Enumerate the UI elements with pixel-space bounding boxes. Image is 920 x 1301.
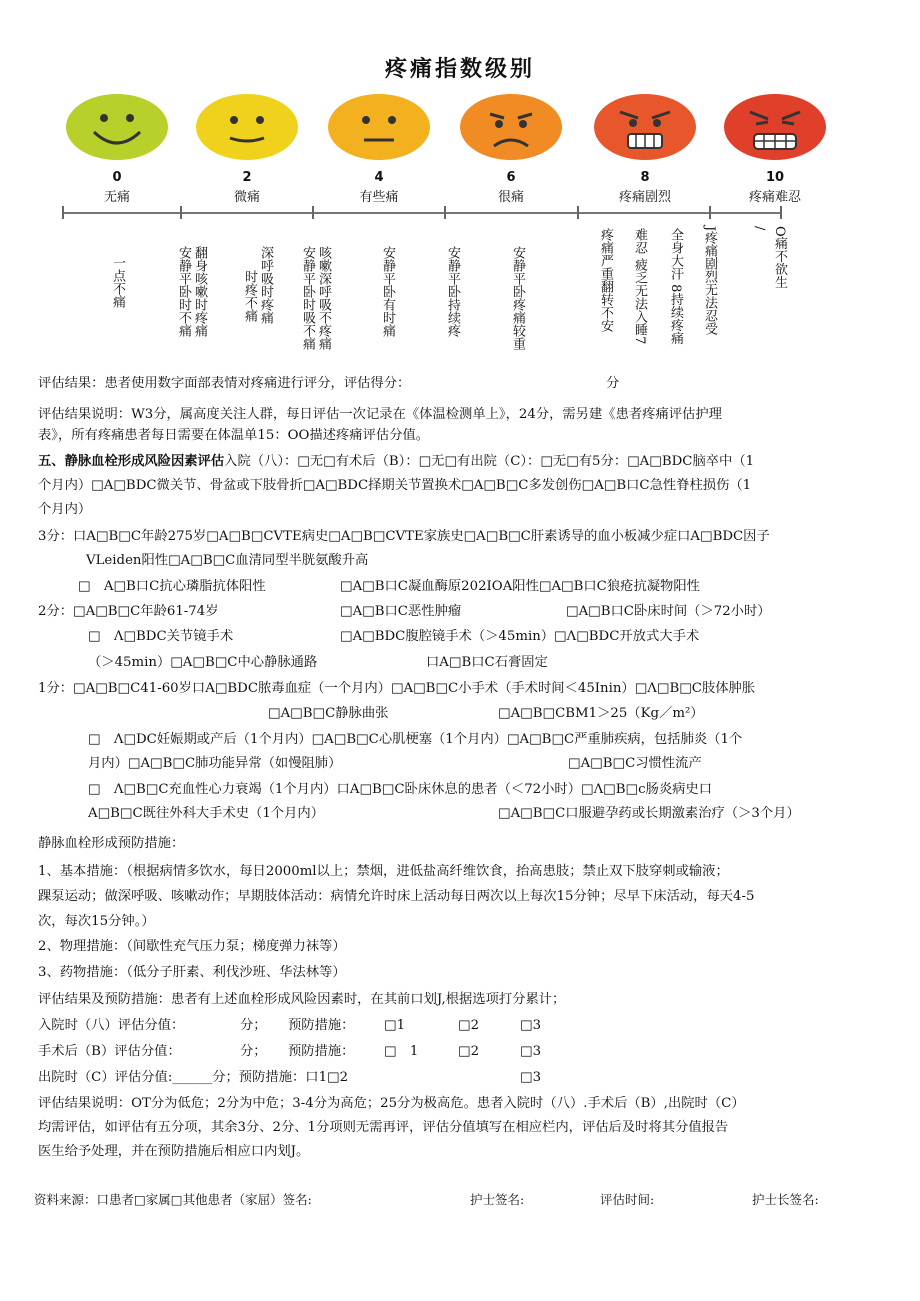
score2-line: 2分：□A□B□C年龄61-74岁 bbox=[38, 604, 219, 619]
axis-tick bbox=[709, 206, 711, 219]
face-2-label: 微痛 bbox=[233, 190, 260, 205]
admit-score-label: 入院时（八）评估分值： bbox=[38, 1018, 185, 1033]
score1-line: A□B□C既往外科大手术史（1个月内） bbox=[88, 806, 324, 821]
pain-descriptor: 深呼吸时疼痛 bbox=[258, 246, 273, 324]
face-10-number: 10 bbox=[765, 170, 785, 185]
footer-head-nurse-signature: 护士长签名: bbox=[752, 1192, 819, 1207]
face-0-number: 0 bbox=[112, 170, 122, 185]
drug-measures: 3、药物措施：（低分子肝素、利伐沙班、华法林等） bbox=[38, 965, 346, 980]
score2-line: 口A□B口C石膏固定 bbox=[426, 655, 548, 670]
score1-line: □ Λ□B□C充血性心力衰竭（1个月内）口A□B□C卧床休息的患者（＜72小时）□Λ□B□c肠炎病史口 bbox=[88, 782, 713, 797]
score1-line: 月内）□A□B□C肺功能异常（如慢阻肺） bbox=[88, 756, 342, 771]
face-6-icon bbox=[458, 92, 564, 162]
assess-unit: 分 bbox=[606, 376, 620, 391]
basic-measures: 次，每次15分钟。） bbox=[38, 914, 155, 929]
pain-descriptor: 疼痛严重翻转不安 bbox=[598, 228, 613, 332]
score1-line: □A□B□CBM1＞25（Kg／m²） bbox=[498, 706, 704, 721]
admit-option-3-checkbox[interactable]: □3 bbox=[520, 1018, 542, 1033]
score1-line: □ Λ□DC妊娠期或产后（1个月内）□A□B□C心肌梗塞（1个月内）□A□B□C严重肺疾病，包括肺炎（1个 bbox=[88, 732, 743, 747]
score2-line: （＞45min）□A□B□C中心静脉通路 bbox=[88, 655, 318, 670]
pain-descriptor: 难忍 疲乏无法入睡7 bbox=[632, 228, 647, 345]
footer-eval-time: 评估时间: bbox=[600, 1192, 655, 1207]
final-note: 评估结果说明：OT分为低危；2分为中危；3-4分为高危；25分为极高危。患者入院时（八）.手术后（B）,出院时（C） bbox=[38, 1096, 745, 1111]
section5-text: 个月内） bbox=[38, 502, 92, 517]
admit-score-unit: 分； bbox=[240, 1018, 267, 1033]
face-6-label: 很痛 bbox=[497, 190, 524, 205]
discharge-option-3-checkbox[interactable]: □3 bbox=[520, 1070, 542, 1085]
face-2-number: 2 bbox=[242, 170, 252, 185]
face-6-number: 6 bbox=[506, 170, 516, 185]
face-10-icon bbox=[722, 92, 828, 162]
score3-line: VLeiden阳性□A□B□C血清同型半胱氨酸升高 bbox=[86, 553, 369, 568]
section5-text: 个月内）□A□BDC微关节、骨盆或下肢骨折□A□BDC择期关节置换术□A□B□C多发创伤□A□B口C急性脊柱损伤（1 bbox=[38, 478, 752, 493]
axis-tick bbox=[577, 206, 579, 219]
face-10-label: 疼痛难忍 bbox=[748, 190, 801, 205]
final-note: 均需评估，如评估有五分项，其余3分、2分、1分项则无需再评，评估分值填写在相应栏内，评估后及时将其分值报告 bbox=[38, 1120, 729, 1135]
section5-title: 五、静脉血栓形成风险因素评估 bbox=[38, 454, 225, 469]
section5-text: 入院（八）：□无□有术后（B）：□无□有出院（C）：□无□有5分：□A□BDC脑卒中（1 bbox=[224, 454, 755, 469]
score3-line: □A□B口C凝血酶原202IOA阳性□A□B口C狼疮抗凝物阳性 bbox=[340, 579, 700, 594]
final-note: 医生给予处理，并在预防措施后相应口内划J。 bbox=[38, 1144, 310, 1159]
face-8-icon bbox=[592, 92, 698, 162]
axis-tick bbox=[444, 206, 446, 219]
score3-line: □ A□B口C抗心璘脂抗体阳性 bbox=[78, 579, 266, 594]
assess-note: 表》，所有疼痛患者每日需要在体温单15：OO描述疼痛评估分值。 bbox=[38, 428, 430, 443]
score1-line: □A□B□C习惯性流产 bbox=[568, 756, 702, 771]
face-4-icon bbox=[326, 92, 432, 162]
pain-descriptor: 翻身咳嗽时疼痛 bbox=[192, 246, 207, 337]
face-4-label: 有些痛 bbox=[359, 190, 399, 205]
pain-scale-title: 疼痛指数级别 bbox=[384, 57, 535, 82]
assess-note: 评估结果说明：W3分，属高度关注人群，每日评估一次记录在《体温检测单上》，24分，需另建《患者疼痛评估护理 bbox=[38, 407, 722, 422]
post-option-3-checkbox[interactable]: □3 bbox=[520, 1044, 542, 1059]
prevent-method: 评估结果及预防措施：患者有上述血栓形成风险因素时，在其前口划J,根据选项打分累计； bbox=[38, 992, 566, 1007]
pain-descriptor: 安静平卧时不痛 bbox=[176, 246, 191, 337]
score1-line: □A□B□C口服避孕药或长期激素治疗（＞3个月） bbox=[498, 806, 800, 821]
face-2-icon bbox=[194, 92, 300, 162]
face-4-number: 4 bbox=[374, 170, 384, 185]
admit-prevent-label: 预防措施： bbox=[288, 1018, 355, 1033]
pain-descriptor: 安静平卧有时痛 bbox=[380, 246, 395, 337]
pain-descriptor: 一点不痛 bbox=[110, 256, 125, 308]
pain-descriptor: 安静平卧持续疼 bbox=[445, 246, 460, 337]
prevent-title: 静脉血栓形成预防措施： bbox=[38, 836, 185, 851]
score3-line: 3分：口A□B□C年龄275岁□A□B□CVTE病史□A□B□CVTE家族史□A□B□C肝素诱导的血小板减少症口A□BDC因子 bbox=[38, 529, 770, 544]
admit-option-2-checkbox[interactable]: □2 bbox=[458, 1018, 480, 1033]
axis-tick bbox=[780, 206, 782, 219]
score2-line: □A□B口C卧床时间（＞72小时） bbox=[566, 604, 771, 619]
basic-measures: 踝泵运动；做深呼吸、咳嗽动作；早期肢体活动：病情允许时床上活动每日两次以上每次15分钟；尽早下床活动，每天4-5 bbox=[38, 889, 755, 904]
face-0-icon bbox=[64, 92, 170, 162]
physical-measures: 2、物理措施：（间歇性充气压力泵；梯度弹力袜等） bbox=[38, 939, 346, 954]
axis-tick bbox=[62, 206, 64, 219]
post-score-label: 手术后（B）评估分值： bbox=[38, 1044, 181, 1059]
basic-measures: 1、基本措施：（根据病情多饮水，每日2000ml以上；禁烟，进低盐高纤维饮食，抬高患肢；禁止双下肢穿刺或输液； bbox=[38, 864, 729, 879]
pain-descriptor: 全身大汗 8持续疼痛 bbox=[668, 228, 683, 345]
score1-line: 1分：□A□B□C41-60岁口A□BDC脓毒血症（一个月内）□A□B□C小手术（手术时间＜45Inin）□Λ□B□C肢体肿胀 bbox=[38, 681, 756, 696]
score2-line: □A□B口C恶性肿瘤 bbox=[340, 604, 462, 619]
post-score-unit: 分； bbox=[240, 1044, 267, 1059]
face-0-label: 无痛 bbox=[103, 190, 130, 205]
pain-descriptor: 安静平卧时吸不痛 bbox=[300, 246, 315, 350]
section5 bbox=[38, 452, 754, 472]
admit-option-1-checkbox[interactable]: □1 bbox=[384, 1018, 406, 1033]
assess-result: 评估结果：患者使用数字面部表情对疼痛进行评分，评估得分： bbox=[38, 376, 411, 391]
face-8-label: 疼痛剧烈 bbox=[618, 190, 671, 205]
score2-line: □ Λ□BDC关节镜手术 bbox=[88, 629, 234, 644]
pain-descriptor: J疼痛剧烈无法忍受 bbox=[702, 226, 717, 336]
post-option-2-checkbox[interactable]: □2 bbox=[458, 1044, 480, 1059]
footer-source: 资料来源：口患者□家属□其他患者（家屈）签名: bbox=[34, 1192, 312, 1207]
pain-descriptor: 咳嗽深呼吸不疼痛 bbox=[316, 246, 331, 350]
axis-tick bbox=[180, 206, 182, 219]
pain-descriptor: / bbox=[752, 226, 767, 231]
pain-descriptor: O痛不欲生 bbox=[772, 226, 787, 289]
post-option-1-checkbox[interactable]: □ 1 bbox=[384, 1044, 419, 1059]
discharge-score: 出院时（C）评估分值:______分；预防措施：口1□2 bbox=[38, 1070, 349, 1085]
pain-descriptor: 时疼不痛 bbox=[242, 270, 257, 322]
score2-line: □A□BDC腹腔镜手术（＞45min）□Λ□BDC开放式大手术 bbox=[340, 629, 700, 644]
face-8-number: 8 bbox=[640, 170, 650, 185]
footer-nurse-signature: 护士签名: bbox=[470, 1192, 525, 1207]
axis-tick bbox=[312, 206, 314, 219]
pain-descriptor: 安静平卧疼痛较重 bbox=[510, 246, 525, 350]
score1-line: □A□B□C静脉曲张 bbox=[268, 706, 389, 721]
post-prevent-label: 预防措施： bbox=[288, 1044, 355, 1059]
pain-scale-axis bbox=[62, 212, 782, 214]
